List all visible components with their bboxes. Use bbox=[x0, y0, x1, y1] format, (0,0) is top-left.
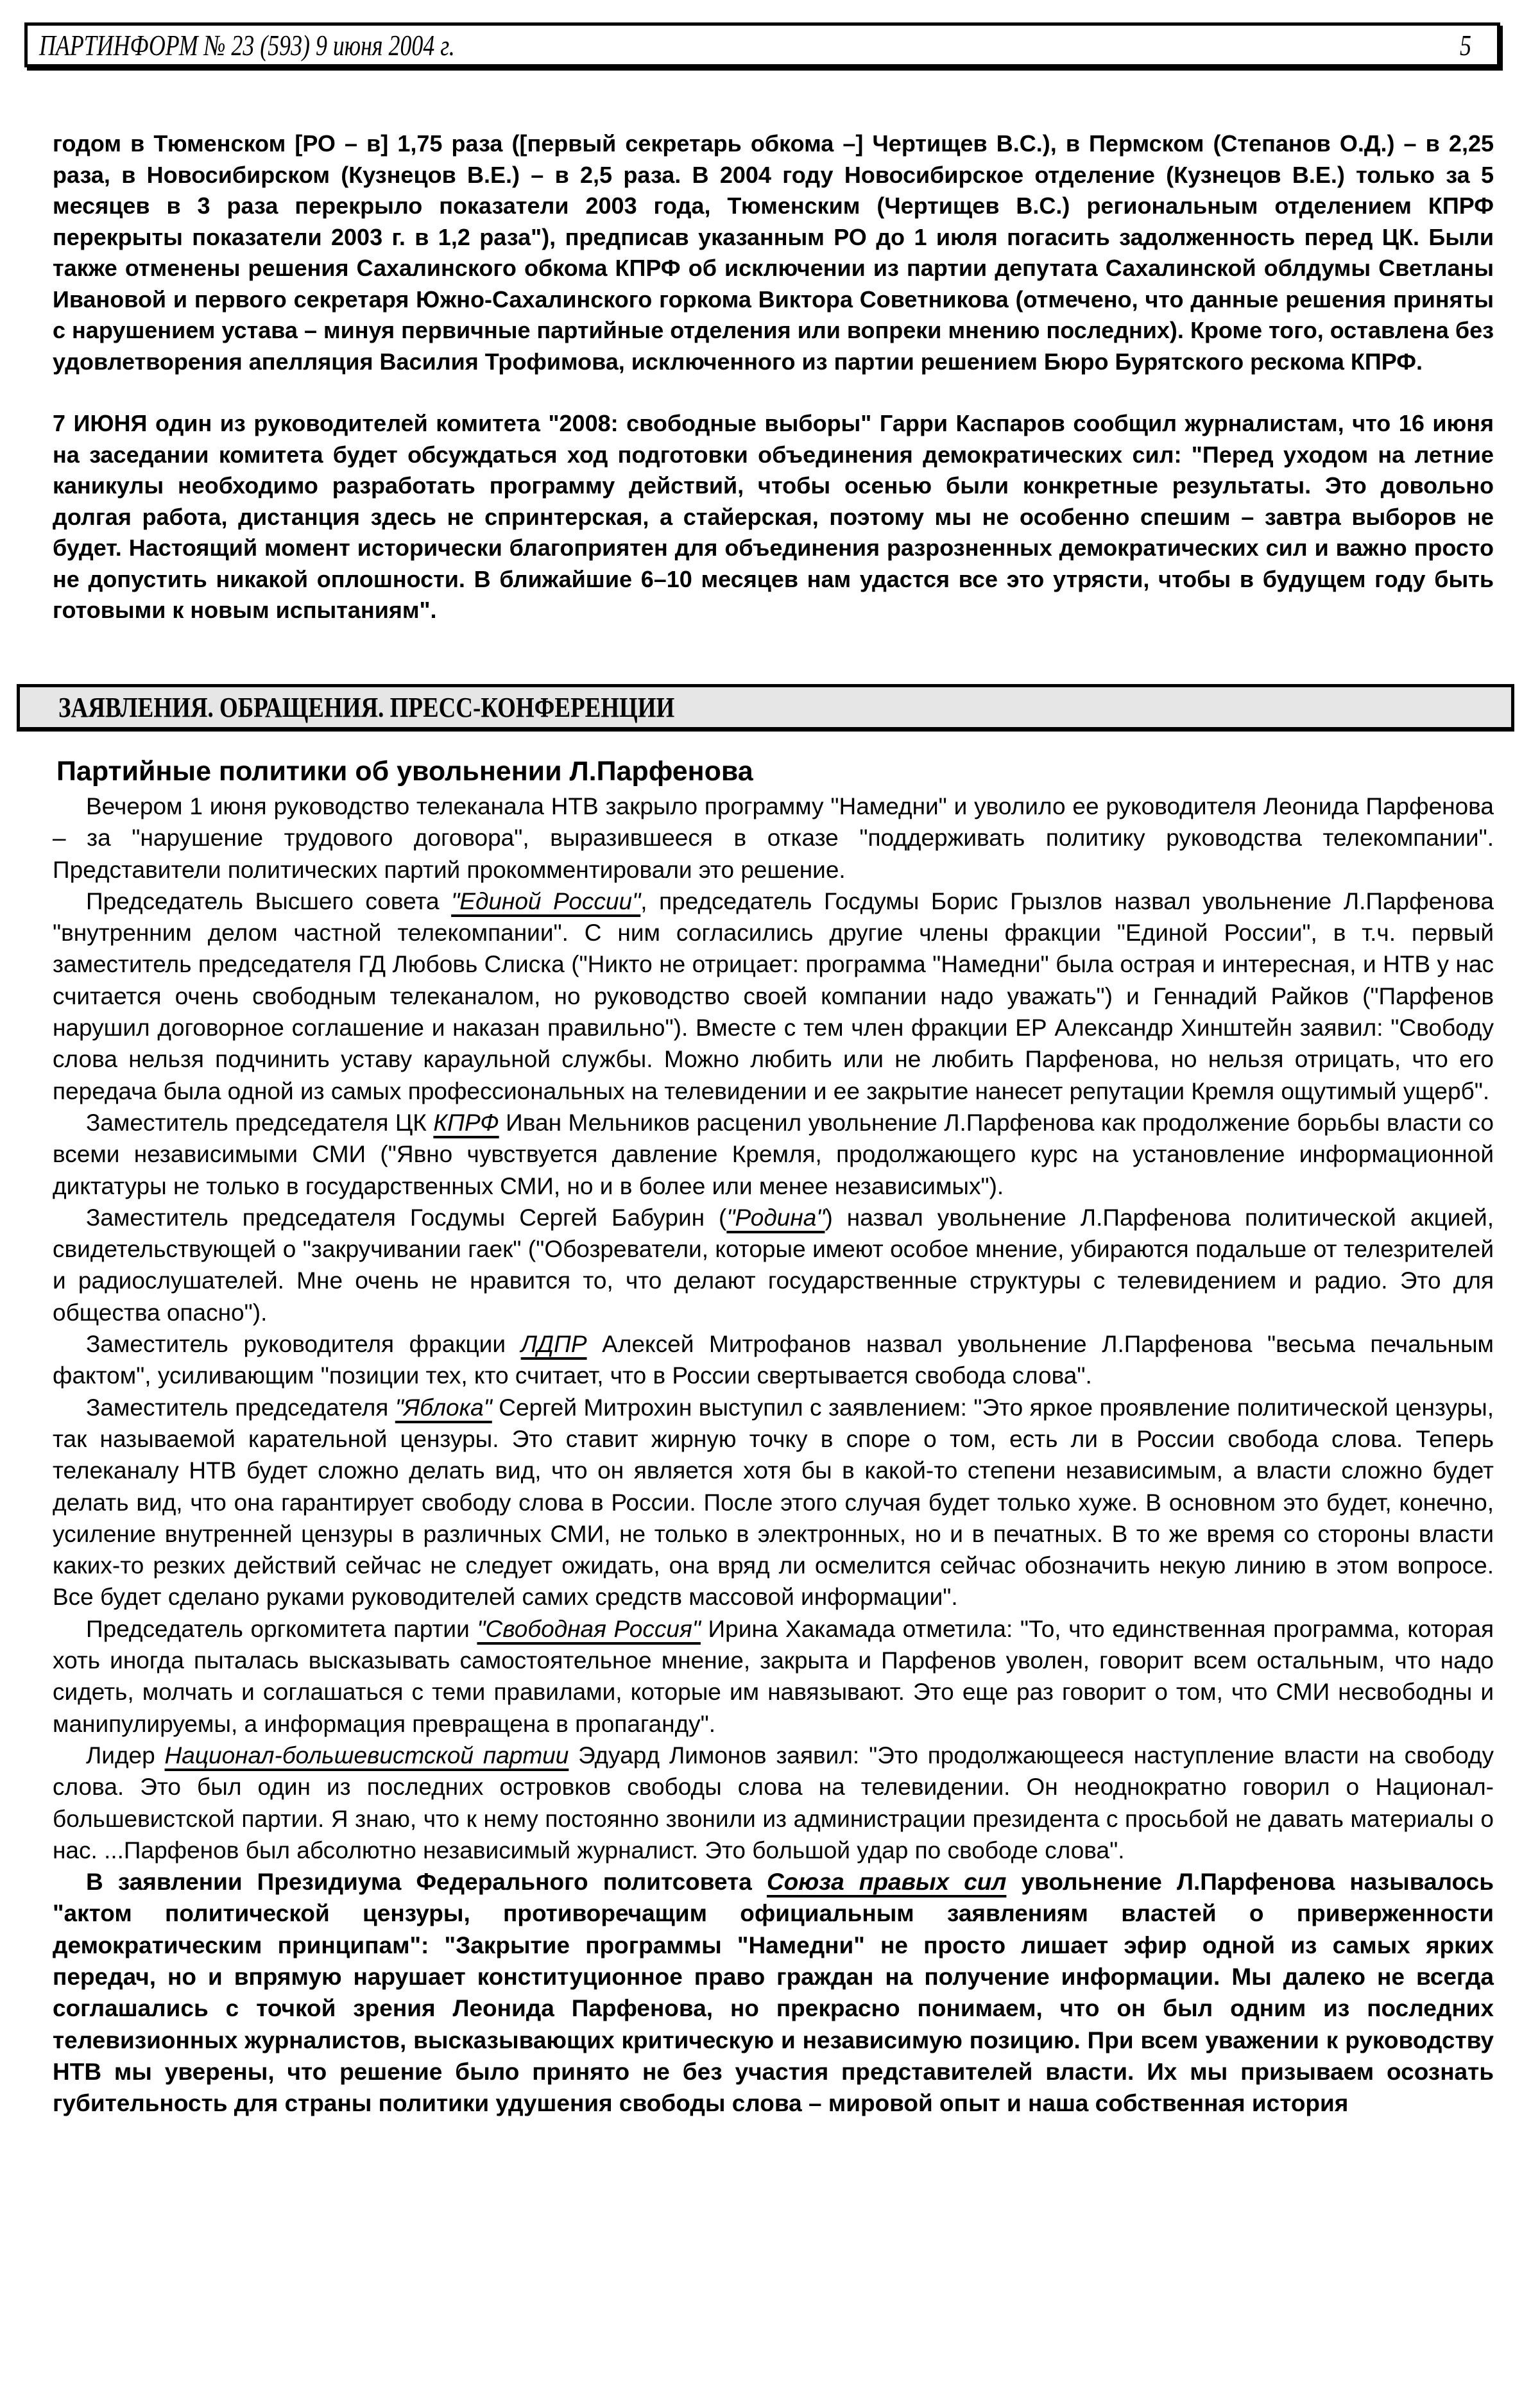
section-header bbox=[17, 684, 1514, 732]
intro-block bbox=[53, 128, 1494, 626]
article-paragraph: Заместитель председателя Госдумы Сергей Бабурин ("Родина") назвал увольнение Л.Парфенова политической акцией, свидетельствующей о "закручивании гаек" ("Обозреватели, которые имеют особое мнение, убираются подальше от телезрителей и радиослушателей. Мне очень не нравится то, что делают государственные структуры с телевидением и радио. Это для общества опасно"). bbox=[53, 1204, 1494, 1326]
page-header bbox=[24, 22, 1500, 67]
intro-paragraph-1: годом в Тюменском [РО – в] 1,75 раза ([первый секретарь обкома –] Чертищев В.С.), в Пермском (Степанов О.Д.) – в 2,25 раза, в Новосибирском (Кузнецов В.Е.) – в 2,5 раза. В 2004 году Новосибирское отделение (Кузнецов В.Е.) только за 5 месяцев в 3 раза перекрыло показатели 2003 года, Тюменским (Чертищев В.С.) региональным отделением КПРФ перекрыты показатели 2003 г. в 1,2 раза"), предписав указанным РО до 1 июля погасить задолженность перед ЦК. Были также отменены решения Сахалинского обкома КПРФ об исключении из партии депутата Сахалинской облдумы Светланы Ивановой и первого секретаря Южно-Сахалинского горкома Виктора Советникова (отмечено, что данные решения приняты с нарушением устава – минуя первичные партийные отделения или вопреки мнению последних). Кроме того, оставлена без удовлетворения апелляция Василия Трофимова, исключенного из партии решением Бюро Бурятского рескома КПРФ. bbox=[53, 130, 1494, 375]
article-paragraph: Председатель Высшего совета "Единой России", председатель Госдумы Борис Грызлов назвал увольнение Л.Парфенова "внутренним делом частной телекомпании". С ним согласились другие члены фракции "Единой России", в т.ч. первый заместитель председателя ГД Любовь Слиска ("Никто не отрицает: программа "Намедни" была острая и интересная, и НТВ у нас считается очень свободным телеканалом, но руководство своей компании надо уважать") и Геннадий Райков ("Парфенов нарушил договорное соглашение и наказан правильно"). Вместе с тем член фракции ЕР Александр Хинштейн заявил: "Свободу слова нельзя подчинить уставу караульной службы. Можно любить или не любить Парфенова, но нельзя отрицать, что его передача была одной из самых профессиональных на телевидении и ее закрытие нанесет репутации Кремля ощутимый ущерб". bbox=[53, 887, 1494, 1104]
intro-paragraph-2: 7 ИЮНЯ один из руководителей комитета "2008: свободные выборы" Гарри Каспаров сообщил журналистам, что 16 июня на заседании комитета будет обсуждаться ход подготовки объединения демократических сил: "Перед уходом на летние каникулы необходимо разработать программу действий, чтобы осенью были конкретные результаты. Это довольно долгая работа, дистанция здесь не спринтерская, а стайерская, поэтому мы не особенно спешим – завтра выборов не будет. Настоящий момент исторически благоприятен для объединения разрозненных демократических сил и важно просто не допустить никакой оплошности. В ближайшие 6–10 месяцев нам удастся все это утрясти, чтобы в будущем году быть готовыми к новым испытаниям". bbox=[53, 410, 1494, 623]
article-body bbox=[53, 791, 1494, 2119]
link-sps[interactable]: Союза правых сил bbox=[766, 1869, 1007, 1896]
article-paragraph: Вечером 1 июня руководство телеканала НТВ закрыло программу "Намедни" и уволило ее руководителя Леонида Парфенова – за "нарушение трудового договора", выразившееся в отказе "поддерживать политику руководства телекомпании". Представители политических партий прокомментировали это решение. bbox=[53, 793, 1494, 883]
section-title: ЗАЯВЛЕНИЯ. ОБРАЩЕНИЯ. ПРЕСС-КОНФЕРЕНЦИИ bbox=[58, 691, 675, 723]
link-edinaya-rossiya[interactable]: "Единой России" bbox=[451, 887, 641, 914]
publication-title: ПАРТИНФОРМ № 23 (593) 9 июня 2004 г. bbox=[39, 28, 455, 62]
article-title: Партийные политики об увольнении Л.Парфенова bbox=[56, 756, 753, 787]
article-paragraph: Заместитель председателя ЦК КПРФ Иван Мельников расценил увольнение Л.Парфенова как продолжение борьбы власти со всеми независимыми СМИ ("Явно чувствуется давление Кремля, продолжающего курс на установление информационной диктатуры не только в государственных СМИ, но и в более или менее независимых"). bbox=[53, 1109, 1494, 1199]
link-nbp[interactable]: Национал-большевистской партии bbox=[164, 1742, 569, 1769]
link-ldpr[interactable]: ЛДПР bbox=[520, 1331, 587, 1358]
article-paragraph: Председатель оргкомитета партии "Свободная Россия" Ирина Хакамада отметила: "То, что единственная программа, которая хоть иногда пыталась высказывать самостоятельное мнение, закрыта и Парфенов уволен, говорит всем остальным, что надо сидеть, молчать и соглашаться с теми правилами, которые им навязывают. Это еще раз говорит о том, что СМИ несвободны и манипулируемы, а информация превращена в пропаганду". bbox=[53, 1615, 1494, 1737]
link-yabloko[interactable]: "Яблока" bbox=[395, 1394, 492, 1421]
link-svobodnaya-rossiya[interactable]: "Свободная Россия" bbox=[477, 1615, 701, 1642]
link-kprf[interactable]: КПРФ bbox=[433, 1109, 499, 1136]
article-paragraph: Лидер Национал-большевистской партии Эдуард Лимонов заявил: "Это продолжающееся наступление власти на свободу слова. Это был один из последних островков свободы слова на телевидении. Он неоднократно говорил о Национал-большевистской партии. Я знаю, что к нему постоянно звонили из администрации президента с просьбой не давать материалы о нас. ...Парфенов был абсолютно независимый журналист. Это большой удар по свободе слова". bbox=[53, 1742, 1494, 1864]
page-number: 5 bbox=[1460, 28, 1471, 62]
link-rodina[interactable]: "Родина" bbox=[726, 1204, 825, 1231]
article-paragraph: Заместитель руководителя фракции ЛДПР Алексей Митрофанов назвал увольнение Л.Парфенова "весьма печальным фактом", усиливающим "позиции тех, кто считает, что в России свертывается свобода слова". bbox=[53, 1331, 1494, 1389]
article-paragraph: В заявлении Президиума Федерального политсовета Союза правых сил увольнение Л.Парфенова называлось "актом политической цензуры, противоречащим официальным заявлениям властей о приверженности демократическим принципам": "Закрытие программы "Намедни" не просто лишает эфир одной из самых ярких передач, но и впрямую нарушает конституционное право граждан на получение информации. Мы далеко не всегда соглашались с точкой зрения Леонида Парфенова, но прекрасно понимаем, что он был одним из последних телевизионных журналистов, высказывающих критическую и независимую позицию. При всем уважении к руководству НТВ мы уверены, что решение было принято не без участия представителей власти. Их мы призываем осознать губительность для страны политики удушения свободы слова – мировой опыт и наша собственная история bbox=[53, 1869, 1494, 2117]
article-paragraph: Заместитель председателя "Яблока" Сергей Митрохин выступил с заявлением: "Это яркое проявление политической цензуры, так называемой карательной цензуры. Это ставит жирную точку в споре о том, есть ли в России свобода слова. Теперь телеканалу НТВ будет сложно делать вид, что он является хотя бы в какой-то степени независимым, а власти сложно будет делать вид, что она гарантирует свободу слова в России. После этого случая будет только хуже. В основном это будет, конечно, усиление внутренней цензуры в различных СМИ, не только в электронных, но и в печатных. В то же время со стороны власти каких-то резких действий сейчас не следует ожидать, она вряд ли осмелится сейчас обозначить некую линию в этом вопросе. Все будет сделано руками руководителей самих средств массовой информации". bbox=[53, 1394, 1494, 1611]
